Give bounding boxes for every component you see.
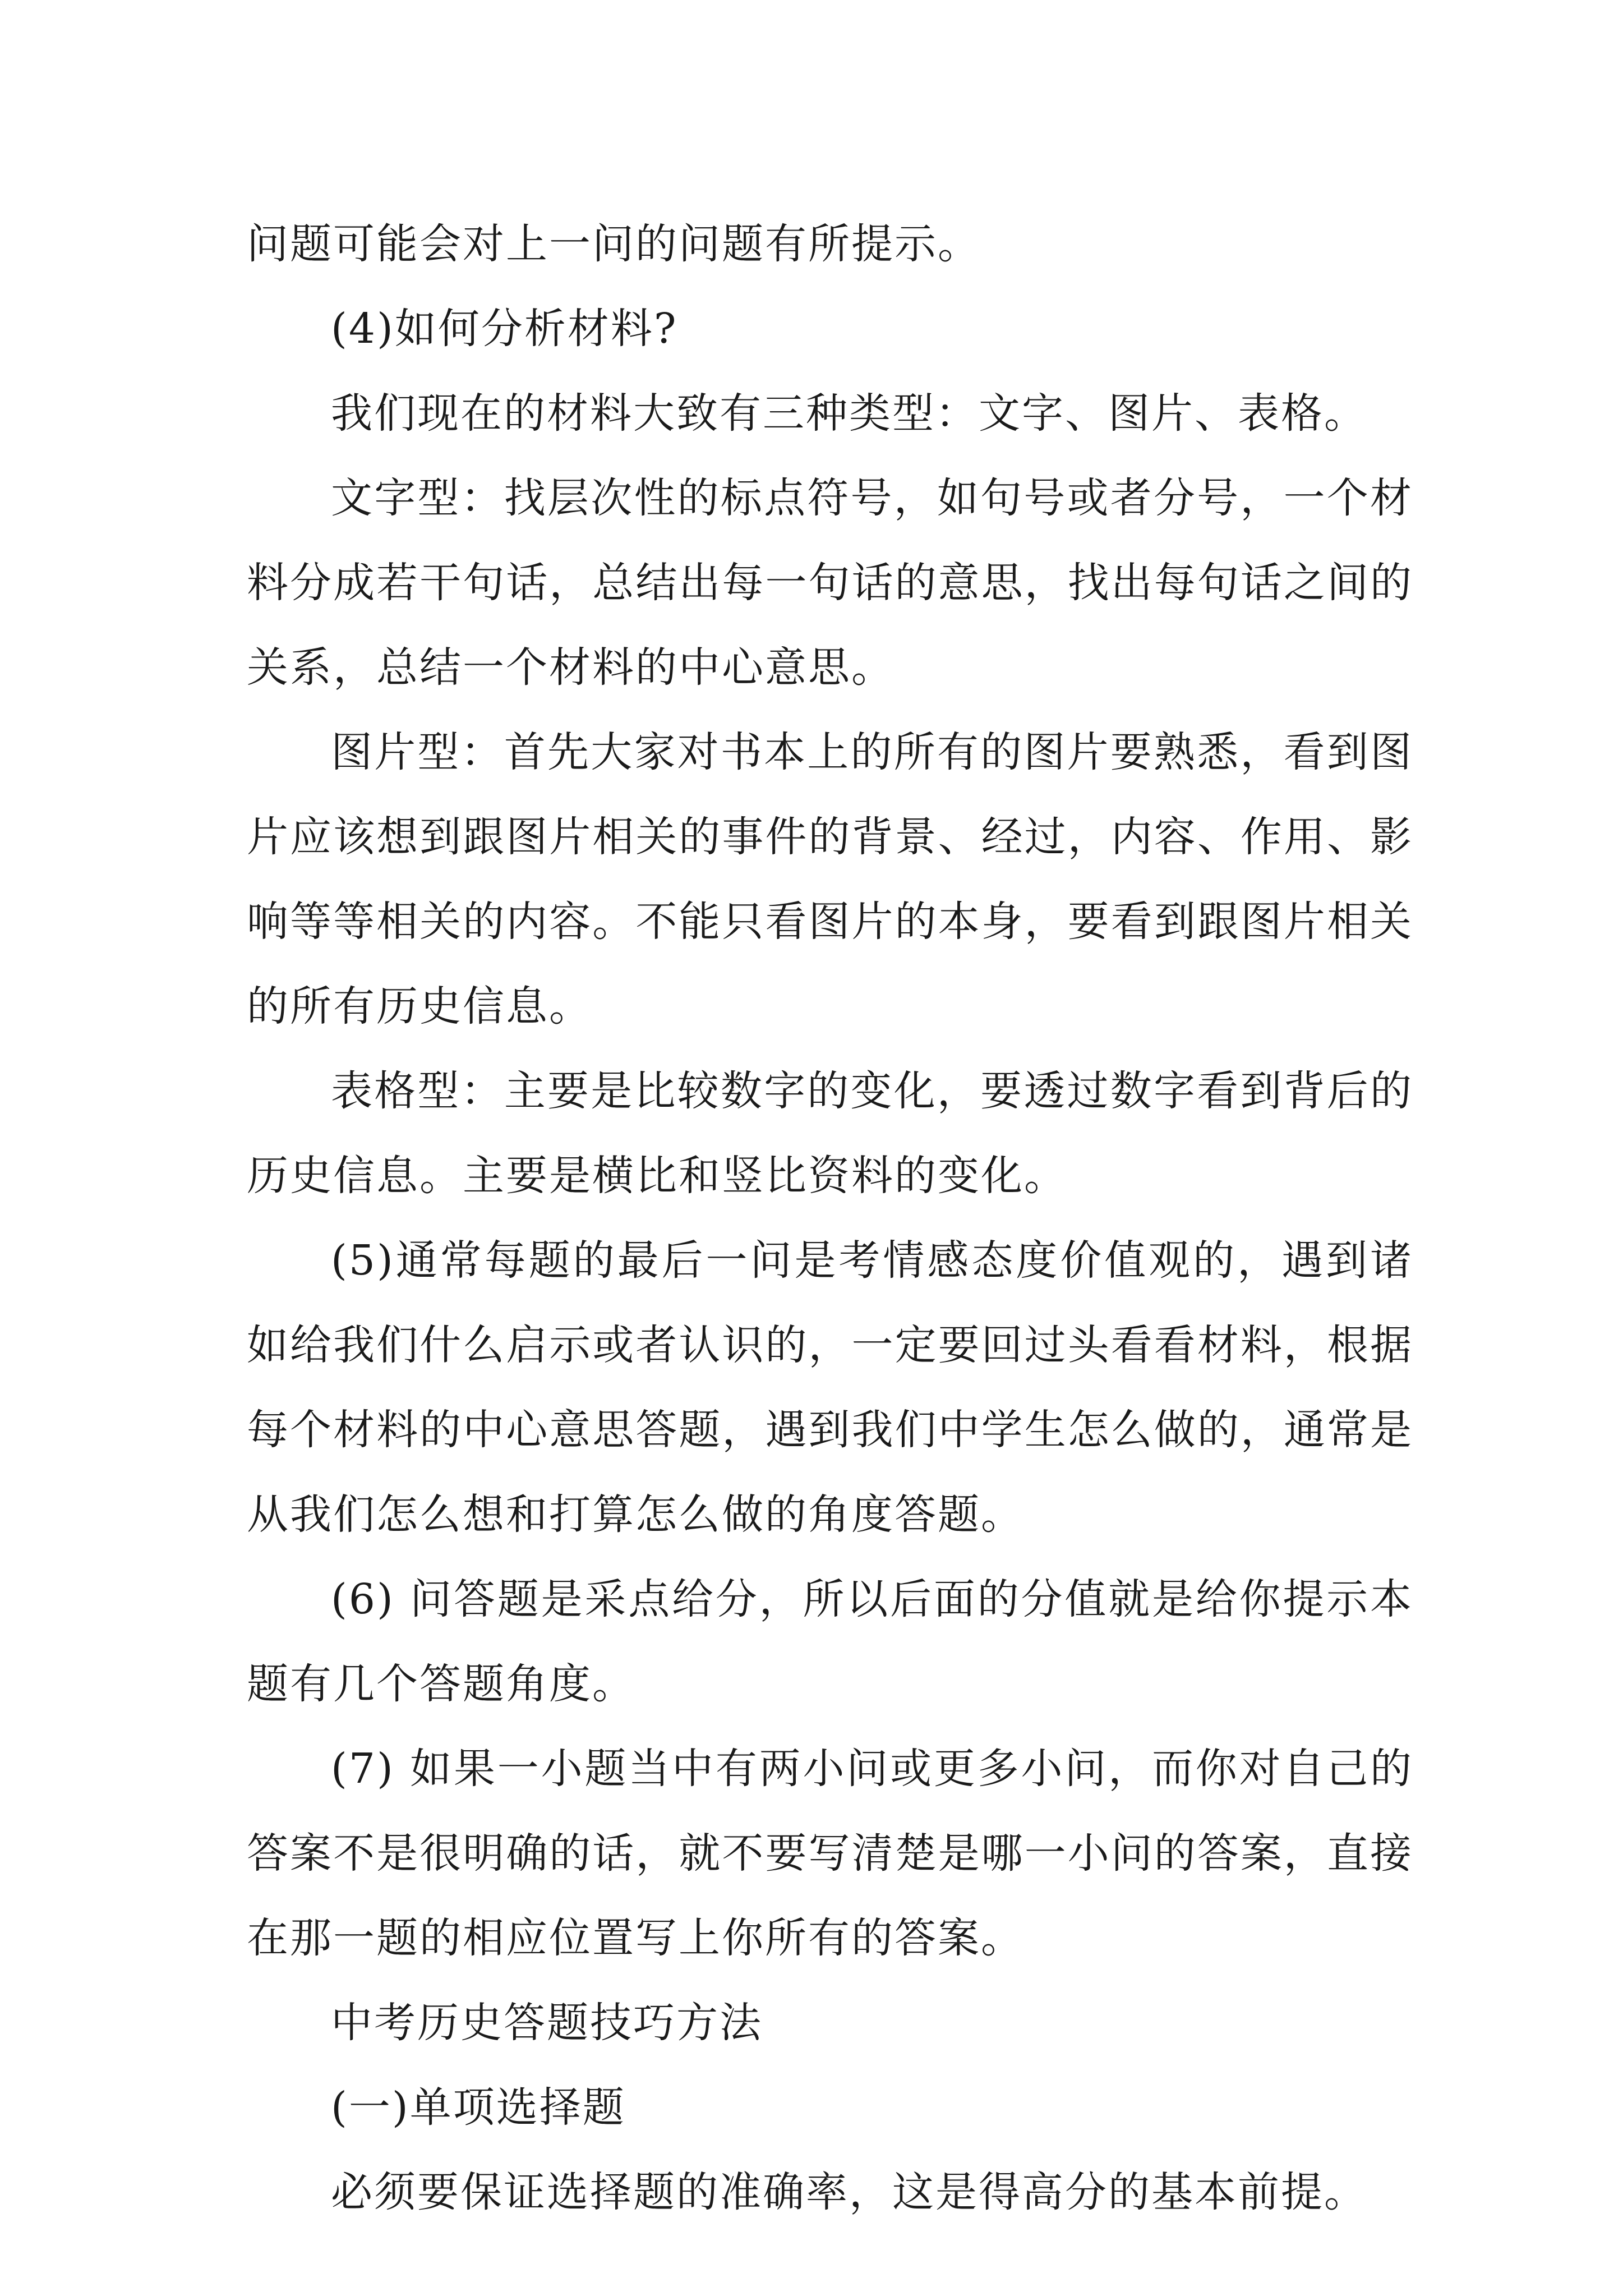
paragraph: 问题可能会对上一问的问题有所提示。 <box>247 220 981 268</box>
section-heading: 中考历史答题技巧方法 <box>331 1999 763 2047</box>
paragraph: 必须要保证选择题的准确率，这是得高分的基本前提。 <box>331 2168 1367 2216</box>
paragraph: 文字型：找层次性的标点符号，如句号或者分号，一个材料分成若干句话，总结出每一句话的意思，找出每句话之间的关系，总结一个材料的中心意思。 <box>247 474 1413 692</box>
subsection-heading: (一)单项选择题 <box>331 2083 626 2132</box>
paragraph: 图片型：首先大家对书本上的所有的图片要熟悉，看到图片应该想到跟图片相关的事件的背景、经过，内容、作用、影响等等相关的内容。不能只看图片的本身，要看到跟图片相关的所有历史信息。 <box>247 728 1413 1030</box>
paragraph: (7) 如果一小题当中有两小问或更多小问，而你对自己的答案不是很明确的话，就不要写清楚是哪一小问的答案，直接在那一题的相应位置写上你所有的答案。 <box>247 1745 1413 1962</box>
paragraph: 表格型：主要是比较数字的变化，要透过数字看到背后的历史信息。主要是横比和竖比资料的变化。 <box>247 1067 1413 1200</box>
paragraph: (5)通常每题的最后一问是考情感态度价值观的，遇到诸如给我们什么启示或者认识的，一定要回过头看看材料，根据每个材料的中心意思答题，遇到我们中学生怎么做的，通常是从我们怎么想和打算怎么做的角度答题。 <box>247 1236 1413 1539</box>
paragraph: (6) 问答题是采点给分，所以后面的分值就是给你提示本题有几个答题角度。 <box>247 1575 1413 1708</box>
paragraph: 我们现在的材料大致有三种类型：文字、图片、表格。 <box>331 389 1367 438</box>
document-body <box>247 202 1413 2235</box>
paragraph: (4)如何分析材料? <box>331 305 678 353</box>
